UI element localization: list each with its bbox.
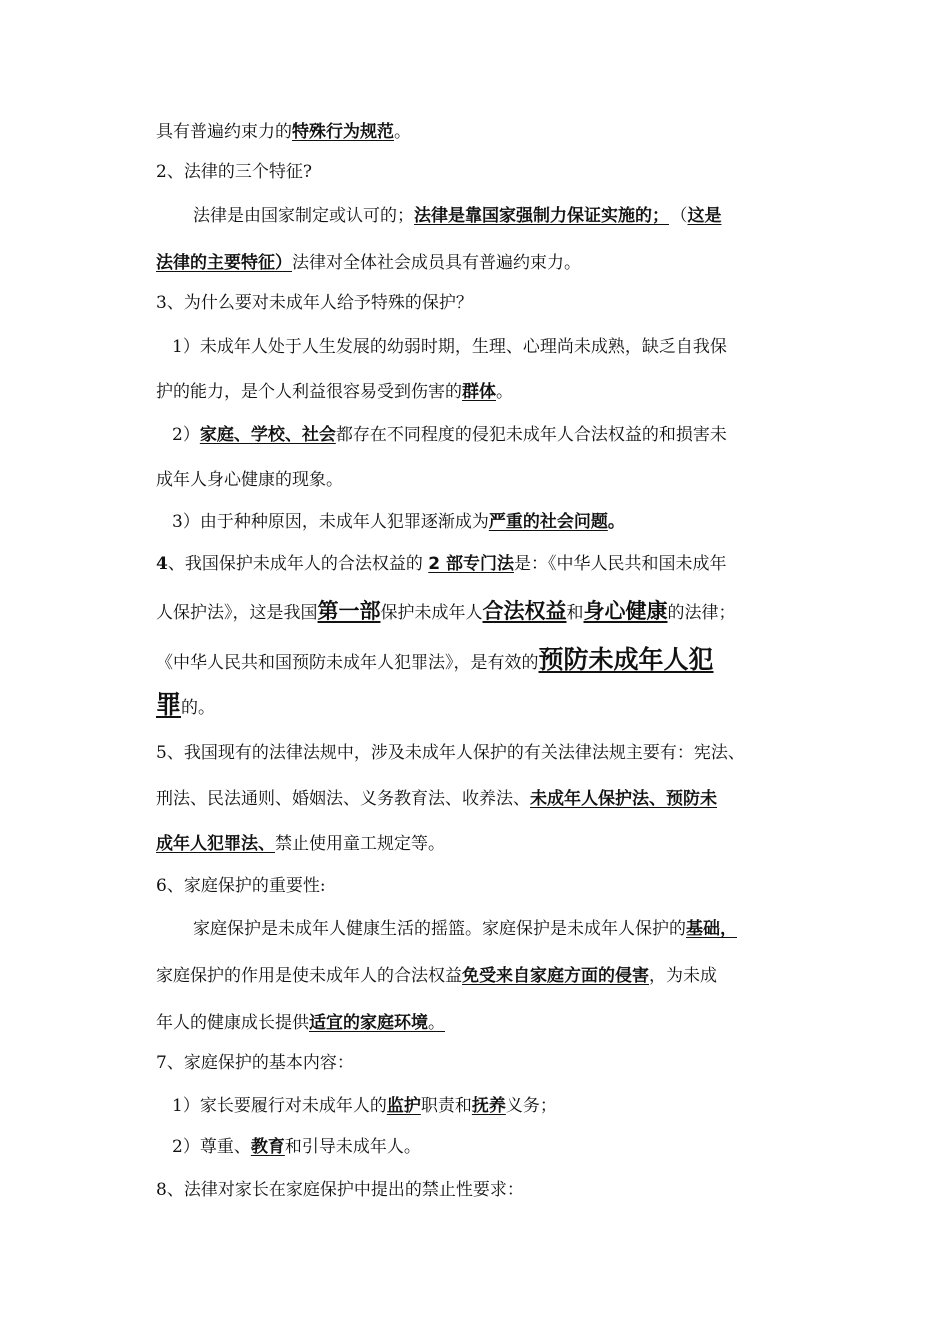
text-line (172, 1134, 421, 1160)
text-line (193, 916, 737, 942)
text-line (156, 692, 215, 721)
text-run: 1）未成年人处于人生发展的幼弱时期，生理、心理尚未成熟，缺乏自我保 (172, 337, 727, 357)
text-run: 6、家庭保护的重要性: (156, 876, 326, 896)
question-heading (156, 290, 473, 316)
key-term: 监护 (386, 1096, 421, 1116)
text-run: 。 (607, 512, 625, 532)
text-run: 。 (394, 122, 411, 142)
text-run: 法律是由国家制定或认可的； (193, 206, 414, 226)
text-run: 3、为什么要对未成年人给予特殊的保护？ (156, 293, 473, 313)
text-run: 的。 (181, 698, 216, 718)
question-heading (156, 159, 312, 185)
text-run: 2） (172, 425, 200, 445)
text-run: （ (679, 206, 688, 226)
key-term: 2 部专门法 (428, 554, 514, 574)
question-heading (156, 1177, 524, 1203)
key-term: 教育 (250, 1137, 285, 1157)
key-term: 基础， (686, 919, 737, 939)
key-term: 身心健康 (583, 599, 668, 623)
key-term: 罪 (156, 690, 182, 719)
text-run: 职责和 (420, 1096, 472, 1116)
text-run: 年人的健康成长提供 (156, 1013, 309, 1033)
key-term: 这是 (687, 206, 722, 226)
text-line (156, 1010, 455, 1036)
text-run: 的法律； (667, 603, 736, 623)
text-line (156, 598, 736, 626)
key-term: 家庭、学校、社会 (199, 425, 336, 445)
text-run: 和 (566, 603, 584, 623)
text-run: 《中华人民共和国预防未成年人犯罪法》，是有效的 (156, 653, 539, 673)
text-run: 保护未成年人 (380, 603, 483, 623)
text-run: 具有普遍约束力的 (156, 122, 292, 142)
text-line (156, 119, 411, 145)
text-run: 都存在不同程度的侵犯未成年人合法权益的和损害未 (335, 425, 727, 445)
text-run: 8、法律对家长在家庭保护中提出的禁止性要求： (156, 1180, 524, 1200)
text-run: 法律对全体社会成员具有普遍约束力。 (292, 253, 581, 273)
key-term: 成年人犯罪法、 (156, 834, 275, 854)
key-term: 免受来自家庭方面的侵害 (462, 966, 649, 986)
text-line (156, 786, 717, 812)
text-line (172, 334, 727, 360)
text-run: 家庭保护的作用是使未成年人的合法权益 (156, 966, 462, 986)
key-term: 预防未成年人犯 (538, 645, 714, 674)
text-run: 是：《中华人民共和国未成年 (514, 554, 727, 574)
text-run: 。 (428, 1013, 445, 1033)
key-term: 严重的社会问题 (488, 512, 608, 532)
key-term: 抚养 (471, 1096, 506, 1116)
text-run: 禁止使用童工规定等。 (275, 834, 445, 854)
text-run: 。 (496, 382, 513, 402)
key-term: 第一部 (317, 599, 381, 623)
key-term: 未成年人保护法、预防未 (530, 789, 717, 809)
key-term: 法律是靠国家强制力保证实施的； (414, 206, 669, 226)
text-run: 成年人身心健康的现象。 (156, 470, 343, 490)
text-run: 7、家庭保护的基本内容： (156, 1053, 354, 1073)
text-line (156, 379, 513, 405)
text-run: 家庭保护是未成年人健康生活的摇篮。家庭保护是未成年人保护的 (193, 919, 686, 939)
text-run: 2、法律的三个特征? (156, 162, 312, 182)
question-heading (156, 873, 326, 899)
text-run: ，为未成 (649, 966, 717, 986)
text-line (193, 203, 722, 229)
text-run: 人保护法》，这是我国 (156, 603, 318, 623)
text-run: 护的能力，是个人利益很容易受到伤害的 (156, 382, 462, 402)
text-run: 义务； (505, 1096, 557, 1116)
text-run: 3）由于种种原因，未成年人犯罪逐渐成为 (172, 512, 489, 532)
key-term: 法律的主要特征） (156, 253, 292, 273)
text-run: 和引导未成年人。 (284, 1137, 421, 1157)
text-line (156, 467, 343, 493)
text-line (156, 963, 717, 989)
text-line (172, 422, 727, 448)
text-line (156, 647, 714, 676)
key-term: 适宜的家庭环境 (309, 1013, 428, 1033)
question-heading (156, 1050, 354, 1076)
text-run: 1）家长要履行对未成年人的 (172, 1096, 387, 1116)
text-line (156, 831, 445, 857)
key-term: 群体 (462, 382, 496, 402)
key-term: 合法权益 (482, 599, 567, 623)
text-run: 2）尊重、 (172, 1137, 251, 1157)
text-run: 5、我国现有的法律法规中，涉及未成年人保护的有关法律法规主要有：宪法、 (156, 743, 745, 763)
text-line (156, 250, 581, 276)
question-heading (156, 551, 727, 577)
text-run: 刑法、民法通则、婚姻法、义务教育法、收养法、 (156, 789, 530, 809)
text-run: 4 (156, 554, 168, 574)
key-term: 特殊行为规范 (292, 122, 394, 142)
text-run: 、我国保护未成年人的合法权益的 (167, 554, 429, 574)
text-line (172, 509, 625, 535)
question-heading (156, 740, 745, 766)
text-line (172, 1093, 557, 1119)
